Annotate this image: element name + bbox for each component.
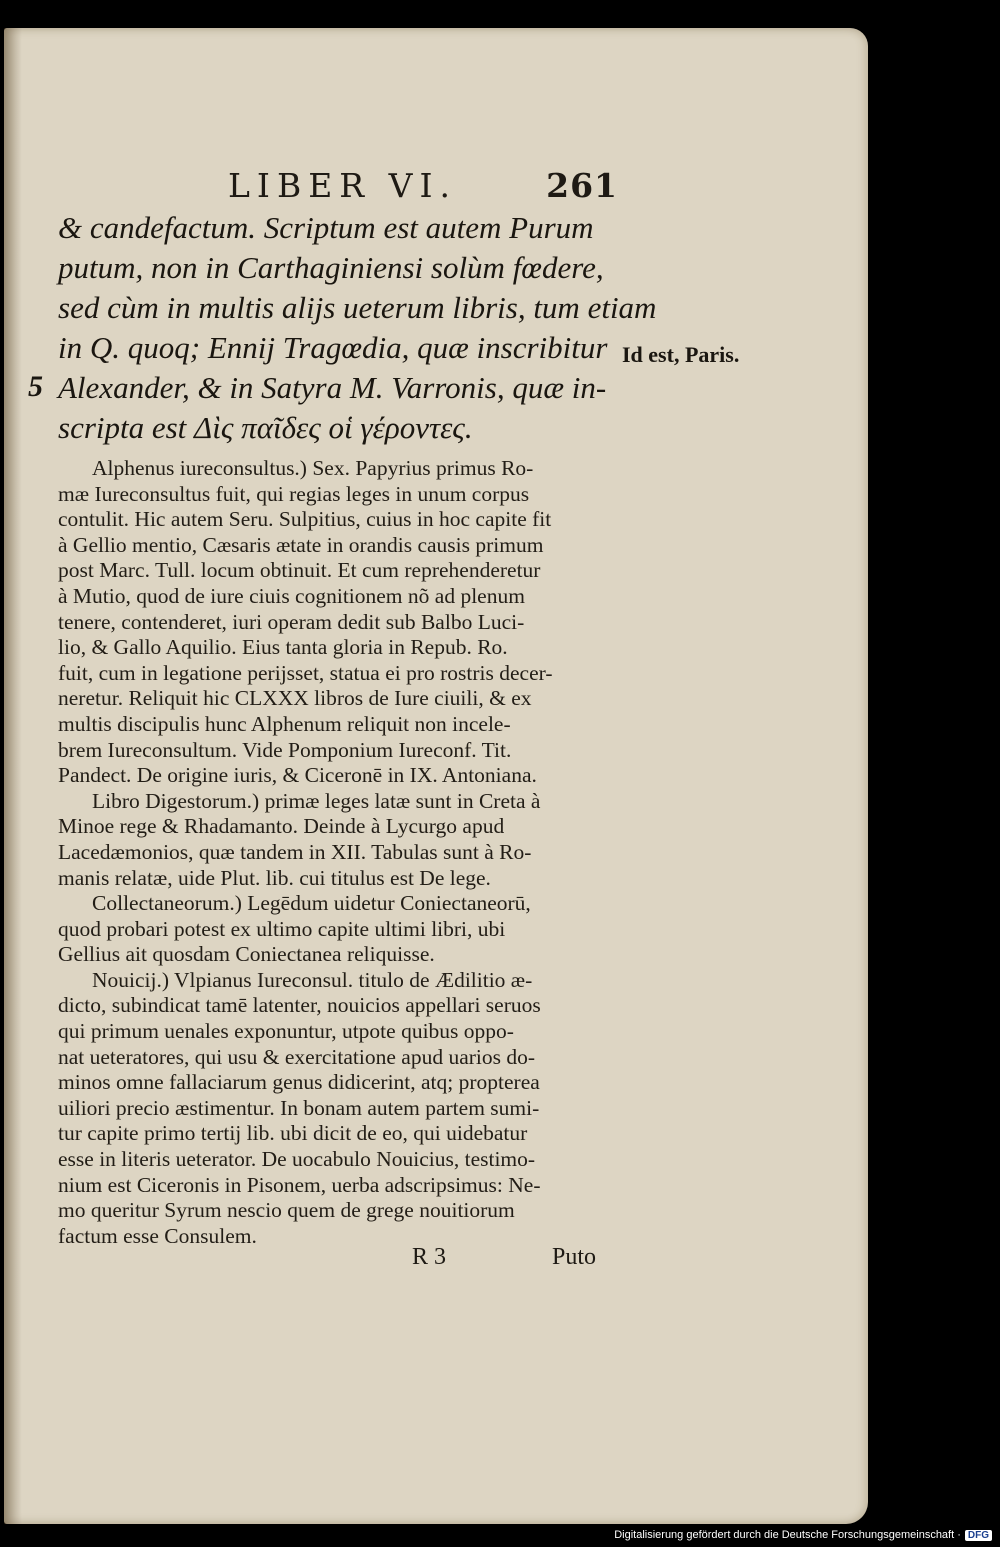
signature-mark: R 3 (412, 1244, 447, 1270)
text-line: factum esse Consulem. (58, 1223, 257, 1248)
digitization-credit (614, 1529, 992, 1541)
text-line: Lacedæmonios, quæ tandem in XII. Tabulas sunt à Ro- (58, 839, 532, 864)
text-line: mæ Iureconsultus fuit, qui regias leges in unum corpus (58, 481, 530, 506)
text-line: fuit, cum in legatione perijsset, statua ei pro rostris decer- (58, 660, 553, 685)
text-line: Collectaneorum.) Legēdum uidetur Coniectaneorū, (92, 891, 531, 916)
text-line: Alexander, & in Satyra M. Varronis, quæ in- (58, 370, 607, 405)
text-line: à Gellio mentio, Cæsaris ætate in orandis causis primum (58, 532, 544, 557)
text-line: contulit. Hic autem Seru. Sulpitius, cuius in hoc capite fit (58, 507, 552, 532)
text-line: putum, non in Carthaginiensi solùm fœdere, (58, 250, 604, 285)
page-number: 261 (546, 166, 618, 205)
book-page (4, 28, 868, 1524)
text-line: Minoe rege & Rhadamanto. Deinde à Lycurgo apud (58, 814, 505, 839)
text-line: & candefactum. Scriptum est autem Purum (58, 210, 594, 245)
text-line: brem Iureconsultum. Vide Pomponium Iureconf. Tit. (58, 737, 512, 762)
dfg-logo: DFG (965, 1530, 992, 1541)
text-line: Pandect. De origine iuris, & Ciceronē in IX. Antoniana. (58, 763, 537, 788)
text-line: multis discipulis hunc Alphenum reliquit non incele- (58, 711, 511, 736)
italic-text-block (58, 208, 657, 448)
text-line: Alphenus iureconsultus.) Sex. Papyrius primus Ro- (92, 456, 534, 480)
commentary-text-block (58, 456, 618, 1249)
running-title: LIBER VI. (228, 166, 457, 205)
text-line: uiliori precio æstimentur. In bonam autem partem sumi- (58, 1095, 540, 1120)
text-line: Nouicij.) Vlpianus Iureconsul. titulo de Ædilitio æ- (92, 967, 533, 992)
text-line: Libro Digestorum.) primæ leges latæ sunt in Creta à (92, 788, 541, 813)
text-line: post Marc. Tull. locum obtinuit. Et cum reprehenderetur (58, 558, 541, 583)
text-line: Gellius ait quosdam Coniectanea reliquisse. (58, 942, 435, 967)
text-line: neretur. Reliquit hic CLXXX libros de Iure ciuili, & ex (58, 686, 532, 711)
text-line: à Mutio, quod de iure ciuis cognitionem nõ ad plenum (58, 583, 525, 608)
text-line: minos omne fallaciarum genus didicerint, atq; propterea (58, 1070, 540, 1095)
running-header (228, 166, 618, 205)
text-line: in Q. quoq; Ennij Tragœdia, quæ inscribitur (58, 330, 608, 365)
text-line: manis relatæ, uide Plut. lib. cui titulus est De lege. (58, 865, 491, 890)
text-line: nat ueteratores, qui usu & exercitatione apud uarios do- (58, 1044, 536, 1069)
text-line: tur capite primo tertij lib. ubi dicit de eo, qui uidebatur (58, 1121, 528, 1146)
text-line: dicto, subindicat tamē latenter, nouicios appellari seruos (58, 993, 541, 1018)
line-number: 5 (28, 370, 43, 403)
credit-text: Digitalisierung gefördert durch die Deutsche Forschungsgemeinschaft · (614, 1529, 961, 1541)
text-line: nium est Ciceronis in Pisonem, uerba adscripsimus: Ne- (58, 1172, 541, 1197)
text-line: esse in literis ueterator. De uocabulo Nouicius, testimo- (58, 1147, 536, 1172)
margin-note: Id est, Paris. (622, 342, 740, 367)
text-line: lio, & Gallo Aquilio. Eius tanta gloria in Repub. Ro. (58, 635, 508, 660)
text-line: quod probari potest ex ultimo capite ultimi libri, ubi (58, 916, 506, 941)
text-line: sed cùm in multis alijs ueterum libris, tum etiam (58, 290, 657, 325)
catchword: Puto (552, 1244, 597, 1270)
text-line: tenere, contenderet, iuri operam dedit sub Balbo Luci- (58, 609, 525, 634)
text-line: mo queritur Syrum nescio quem de grege nouitiorum (58, 1198, 515, 1223)
text-line: scripta est Δὶς παῖδες οἱ γέροντες. (58, 410, 473, 445)
text-line: qui primum uenales exponuntur, utpote quibus oppo- (58, 1019, 514, 1044)
